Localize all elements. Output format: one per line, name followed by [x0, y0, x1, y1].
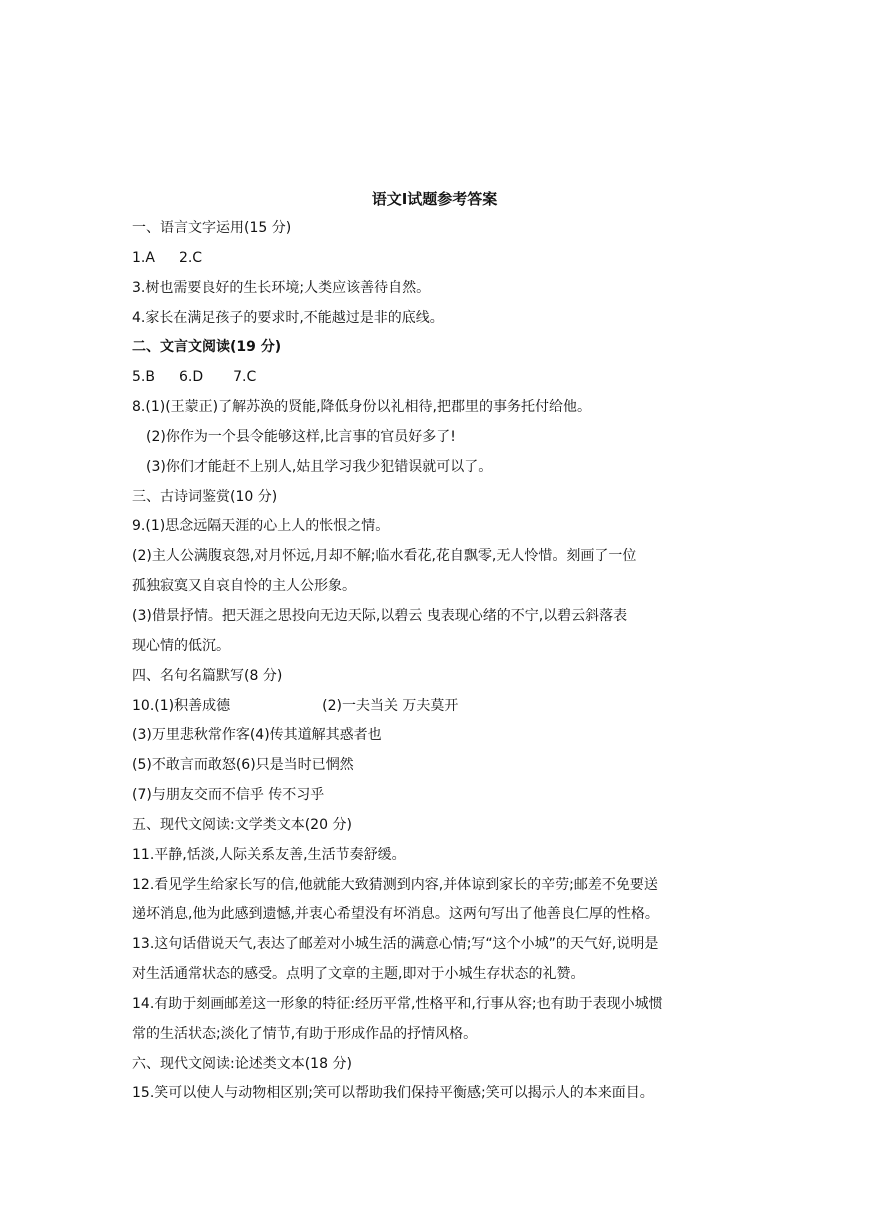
answer-2: 2.C — [178, 249, 203, 266]
answer-12-cont: 递坏消息,他为此感到遗憾,并衷心希望没有坏消息。这两句写出了他善良仁厚的性格。 — [132, 906, 659, 923]
answer-14: 14.有助于刻画邮差这一形象的特征:经历平常,性格平和,行事从容;也有助于表现小城惯 — [132, 995, 663, 1012]
answer-10-7: (7)与朋友交而不信乎 传不习乎 — [132, 787, 325, 804]
answer-line — [132, 366, 732, 396]
answer-13: 13.这句话借说天气,表达了邮差对小城生活的满意心情;写“这个小城”的天气好,说明是 — [132, 936, 659, 953]
answer-3: 3.树也需要良好的生长环境;人类应该善待自然。 — [132, 279, 431, 296]
answer-line — [132, 247, 732, 277]
section-heading: 三、古诗词鉴赏(10 分) — [132, 488, 278, 505]
answer-9-3-cont: 现心情的低沉。 — [132, 637, 230, 654]
section-heading: 四、名句名篇默写(8 分) — [132, 667, 283, 684]
answer-9-2: (2)主人公满腹哀怨,对月怀远,月却不解;临水看花,花自飘零,无人怜惜。刻画了一位 — [132, 548, 637, 565]
section-heading: 二、文言文阅读(19 分) — [132, 339, 282, 356]
answer-13-cont: 对生活通常状态的感受。点明了文章的主题,即对于小城生存状态的礼赞。 — [132, 966, 585, 983]
answer-8-1: 8.(1)(王蒙正)了解苏涣的贤能,降低身份以礼相待,把郡里的事务托付给他。 — [132, 399, 592, 416]
answer-12: 12.看见学生给家长写的信,他就能大致猜测到内容,并体谅到家长的辛劳;邮差不免要送 — [132, 876, 658, 893]
answer-11: 11.平静,恬淡,人际关系友善,生活节奏舒缓。 — [132, 846, 406, 863]
answer-10-2: (2)一夫当关 万夫莫开 — [322, 697, 459, 714]
answer-7: 7.C — [233, 369, 257, 386]
answer-15: 15.笑可以使人与动物相区别;笑可以帮助我们保持平衡感;笑可以揭示人的本来面目。 — [132, 1085, 654, 1102]
answer-9-1: 9.(1)思念远隔天涯的心上人的怅恨之情。 — [132, 518, 390, 535]
section-heading: 五、现代文阅读:文学类文本(20 分) — [132, 816, 352, 833]
page-title: 语文Ⅰ试题参考答案 — [371, 190, 498, 208]
answer-line — [132, 695, 732, 725]
section-heading: 一、语言文字运用(15 分) — [132, 220, 292, 236]
answer-1: 1.A — [132, 249, 155, 266]
answer-14-cont: 常的生活状态;淡化了情节,有助于形成作品的抒情风格。 — [132, 1025, 478, 1042]
answer-9-3: (3)借景抒情。把天涯之思投向无边天际,以碧云 曳表现心绪的不宁,以碧云斜落表 — [132, 607, 628, 624]
answer-content — [132, 217, 732, 1112]
section-heading: 六、现代文阅读:论述类文本(18 分) — [132, 1055, 352, 1072]
answer-8-3: (3)你们才能赶不上别人,姑且学习我少犯错误就可以了。 — [146, 458, 493, 475]
answer-4: 4.家长在满足孩子的要求时,不能越过是非的底线。 — [132, 309, 444, 326]
answer-5: 5.B — [132, 369, 155, 386]
answer-9-2-cont: 孤独寂寞又自哀自怜的主人公形象。 — [132, 578, 356, 595]
answer-10-3-4: (3)万里悲秋常作客(4)传其道解其惑者也 — [132, 727, 382, 744]
answer-10-5-6: (5)不敢言而敢怒(6)只是当时已惘然 — [132, 757, 354, 774]
answer-10-1: 10.(1)积善成德 — [132, 697, 231, 714]
answer-8-2: (2)你作为一个县令能够这样,比言事的官员好多了! — [146, 428, 456, 445]
answer-6: 6.D — [178, 369, 204, 386]
